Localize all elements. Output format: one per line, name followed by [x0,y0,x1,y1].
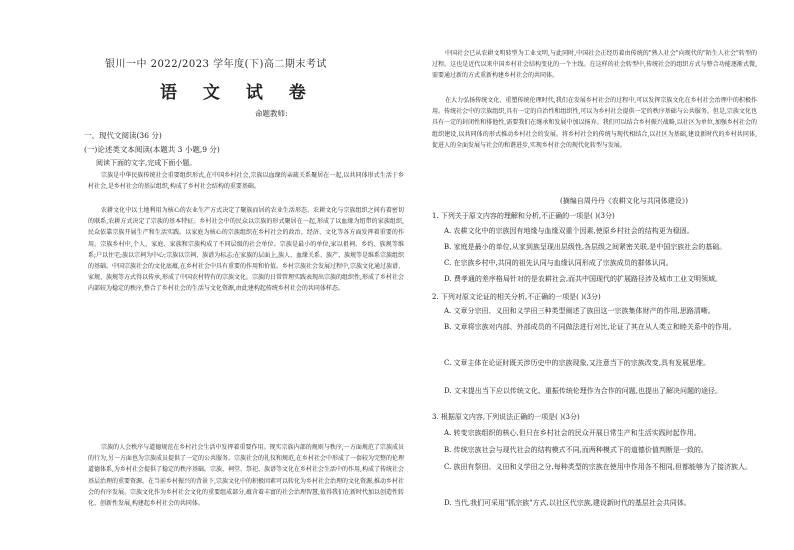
question-2-option-b: B. 文章将宗族对内部、外部成员的不同做法进行对比,论证了其在从人类立和睦关系中的作用。 [444,323,736,331]
question-1-stem: 1. 下列关于原文内容的理解和分析,不正确的一项是( )(3分) [432,212,615,220]
paper-title: 语 文 试 卷 [160,83,316,103]
article-paragraph-1: 宗族是中华民族传统社会重要组织形式,在中国乡村社会,宗族以血缘的亲疏关系聚居在一起,以共同体形式生活于乡村社会,是乡村社会的基层组织,构成了乡村社会结构的重要基础。 [88,172,404,191]
question-3-option-d: D. 当代,我们可采用"抓宗族"方式,以社区代宗族,建设新时代的基层社会共同体。 [444,499,691,507]
article-source: (摘编自周丹丹《农耕文化与共同体建设》) [560,197,688,205]
question-2-option-a: A. 文章分宗田、义田和义学田三种类型阐述了族田这一宗族集体财产的作用,思路清晰。 [444,307,715,315]
section-heading: 一、现代文阅读(36 分) [84,131,162,140]
question-2-option-c: C. 文章主体在论证时既关涉历史中的宗族现象,又注意当下的宗族改变,具有发展思维。 [444,359,711,367]
question-1-option-d: D. 费孝通的差序格局针对的是农耕社会,而共中国现代的扩展路径涉及城市工业文明领域。 [444,275,723,283]
article-paragraph-2: 农耕文化中以土地利用为核心的农业生产方式决定了聚族而居的农业生活形态。农耕文化与宗族组织之间有着密切的联系,农耕方式决定了宗族的基本特征。乡村社会中的民众以宗族的形式聚居在一起,形成了以血缘为纽带的家族组织,民众依靠宗族开展生产和生活实践。以家庭为核心的宗族组织在乡村社会的政治、经济、文化等各方面发挥着重要的作用。宗族乡村中,个人、家庭、家族和宗族构成了不同层级的社会单位。宗族是最小的单位,家以祖祠、乡约、族规等维系;户以住宅;族以宗祠为中心;宗族以宗祠、族谱为标志;在家族的层面上,族人、血缘关系、族产、族规等是维系宗族组织的基础。中国宗族社会的文化底蕴,在乡村社会中具有重要的作用和价值。乡村宗族社会发展过程中,宗族文化通过族谱、家规、族规等方式得以传承,形成了中国农村特有的宗族文化。宗族的日常管理实践表现出宗族的组织性,形成了乡村社会内部较为稳定的秩序,整合了乡村社会的生活与文化资源,由此建构起传统乡村社会的共同体样态。 [88,207,404,293]
author-label: 命题教师: [255,109,288,118]
question-1-option-a: A. 农耕文化中的宗族因有地缘与血缘双重个因素,使原乡村社会的结构更为稳固。 [444,227,694,235]
question-2-stem: 2. 下列对原文论证的相关分析,不正确的一项是( )(3分) [432,293,601,301]
article-paragraph-3: 宗族的人会秩序与道德规范在乡村社会生活中发挥着重要作用。现实宗族内部的规则与秩序,一方面规范了宗族成员的行为,另一方面也为宗族成员提供了一定的公共服务。宗族社会的礼仪和规范,在乡村社会中形成了一套较为完整的伦理道德体系,为乡村社会提供了稳定的秩序基础。宗族、祠堂、祭祀、族谱等文化在乡村社会生活中的作用,构成了传统社会基层治理的重要资源。在当前乡村振兴的背景下,宗族文化中的积极因素可以转化为乡村社会治理的文化资源,推动乡村社会的有序发展。宗族文化作为乡村社会文化的重要组成部分,蕴含着丰富的社会治理智慧,值得我们在新时代加以创造性转化、创新性发展,构建起乡村社会的共同体。 [88,444,404,508]
question-3-option-b: B. 传统宗族社会与现代社会的结构模式不同,而两种模式下的道德价值判断是一致的。 [444,446,708,454]
question-3-option-c: C. 族田有祭田、义田和义学田之分,每种类型的宗族在使用中作用各不相同,但都能够为了接济族人。 [444,463,753,471]
question-1-option-b: B. 家庭是最小的单位,从家到族呈现出层级性,各层级之间紧密关联,是中国宗族社会的基础。 [444,243,727,251]
instruction-text: 阅读下面的文字,完成下面小题。 [96,159,197,167]
subsection-heading: (一)论述类文本阅读(本题共 3 小题,9 分) [84,145,220,154]
article-paragraph-5: 在大力弘扬传统文化、重塑传统伦理时代,我们在发展乡村社会的过程中,可以发挥宗族文化在乡村社会治理中的积极作用。传统社会中的宗族组织,具有一定的自治性和组织性,可以为乡村社会提供一定的秩序基础与公共服务。但是,宗族文化也具有一定的封闭性和排他性,需要我们在继承和发展中加以扬弃。我们可以结合乡村振兴战略,以社区为单位,加强乡村社会的组织建设,以共同体的形式推动乡村社会的发展。将乡村社会的传统与现代相结合,以社区为基础,建设新时代的乡村共同体,促进人的全面发展与社会的和谐进步,实现乡村社会的现代化转型与发展。 [432,97,757,149]
question-3-option-a: A. 转变宗族组织的核心,但只在乡村社会的民众开展日常生产和生活实践时起作用。 [444,429,701,437]
question-2-option-d: D. 文末提出当下应以传统文化、重振传统伦理作为合作的问题,也提出了解决问题的途径。 [444,387,723,395]
question-3-stem: 3. 根据原文内容,下列说法正确的一项是( )(3分) [432,413,580,421]
question-1-option-c: C. 在宗族乡村中,共同的祖先认同与血缘认同形成了宗族成员的群体认同。 [444,259,673,267]
article-paragraph-4: 中国社会已从农耕文明转型为工业文明,与此同时,中国社会正经历着由传统的"熟人社会"向现代的"陌生人社会"转型的过程。这也是近代以来中国乡村社会结构变化的一个主线。在这样的社会转型中,传统社会的组织方式与整合功能逐渐式微,需要通过新的方式重新构建乡村社会的共同体。 [432,50,757,80]
exam-title: 银川一中 2022/2023 学年度(下)高二期末考试 [105,59,327,70]
